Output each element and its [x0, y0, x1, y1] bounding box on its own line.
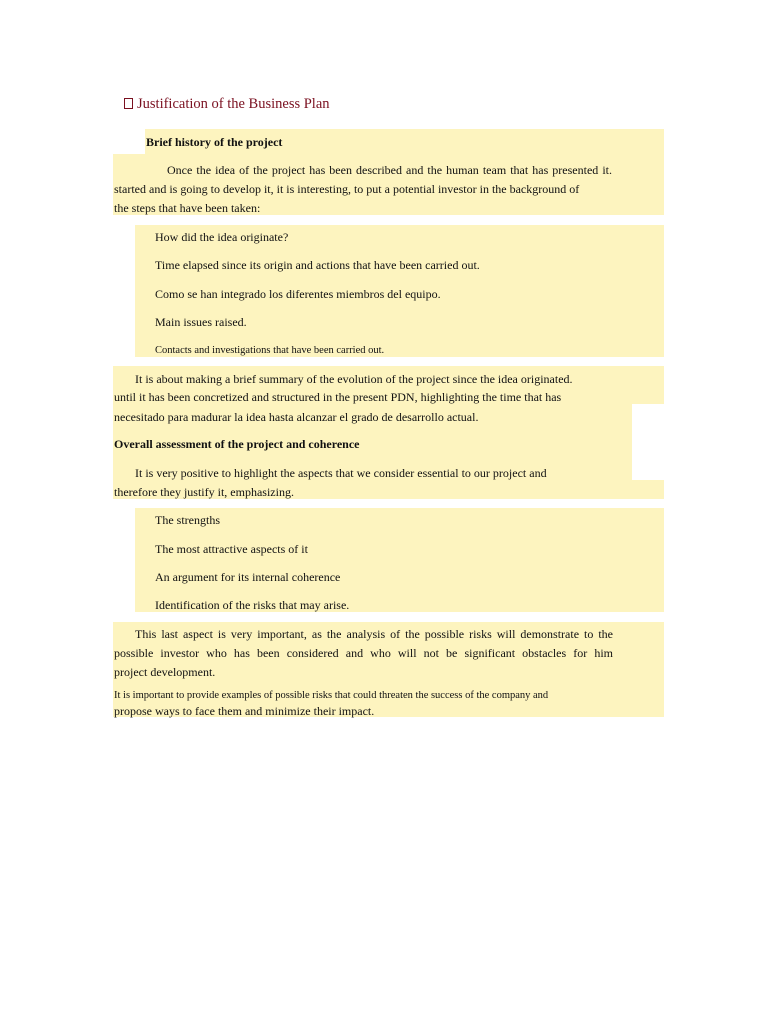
assessment-item-2: The most attractive aspects of it — [155, 542, 308, 556]
history-item-2: Time elapsed since its origin and actions that have been carried out. — [155, 258, 480, 272]
history-item-1: How did the idea originate? — [155, 230, 289, 244]
history-item-4: Main issues raised. — [155, 315, 247, 329]
brief-history-line-2: started and is going to develop it, it is interesting, to put a potential investor in the background of — [114, 182, 580, 196]
assessment-item-3: An argument for its internal coherence — [155, 570, 341, 584]
section-title: Justification of the Business Plan — [124, 96, 330, 112]
risks-line-1: This last aspect is very important, as the analysis of the possible risks will demonstrate to the — [135, 627, 613, 641]
assessment-item-1: The strengths — [155, 513, 220, 527]
risks-line-4: It is important to provide examples of possible risks that could threaten the success of the company and — [114, 690, 549, 701]
risks-line-2: possible investor who has been considered and who will not be significant obstacles for him — [114, 646, 613, 660]
highlight-gap — [113, 129, 145, 154]
summary-line-2: until it has been concretized and structured in the present PDN, highlighting the time that has — [114, 390, 562, 404]
assessment-line-1: It is very positive to highlight the aspects that we consider essential to our project and — [135, 466, 547, 480]
risks-line-5: propose ways to face them and minimize their impact. — [114, 704, 375, 718]
brief-history-line-3: the steps that have been taken: — [114, 201, 261, 215]
history-item-5: Contacts and investigations that have been carried out. — [155, 345, 385, 356]
summary-line-1: It is about making a brief summary of the evolution of the project since the idea originated. — [135, 372, 573, 386]
assessment-heading: Overall assessment of the project and coherence — [114, 437, 360, 451]
brief-history-heading: Brief history of the project — [146, 135, 283, 149]
brief-history-line-1: Once the idea of the project has been described and the human team that has presented it. — [167, 163, 612, 177]
history-item-3: Como se han integrado los diferentes miembros del equipo. — [155, 287, 441, 301]
assessment-line-2: therefore they justify it, emphasizing. — [114, 485, 294, 499]
summary-line-3: necesitado para madurar la idea hasta alcanzar el grado de desarrollo actual. — [114, 410, 479, 424]
checkbox-bullet-icon — [124, 98, 133, 109]
risks-line-3: project development. — [114, 665, 216, 679]
assessment-item-4: Identification of the risks that may arise. — [155, 598, 350, 612]
